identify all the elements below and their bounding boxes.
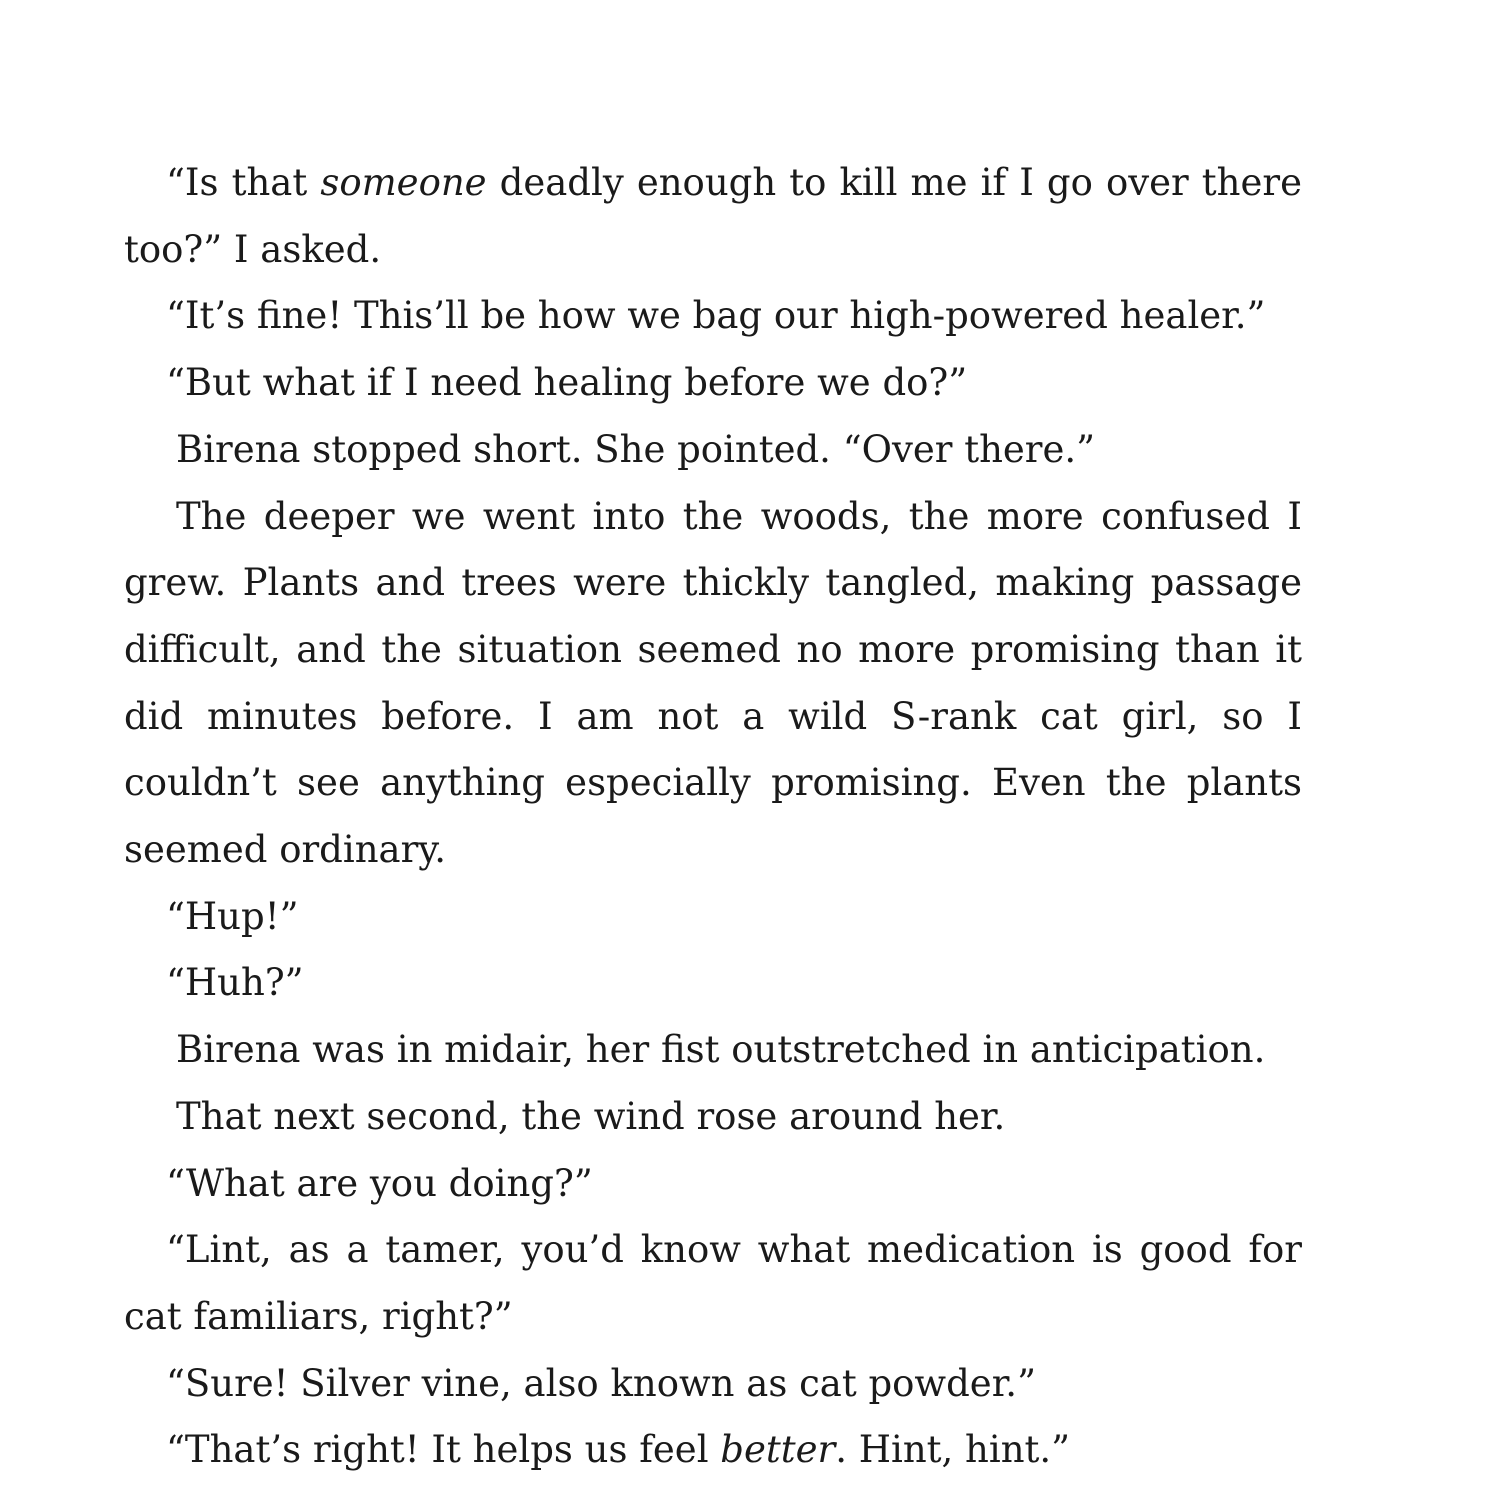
text-segment: “What are you doing?” bbox=[166, 1161, 593, 1205]
text-segment: Birena stopped short. She pointed. “Over there.” bbox=[176, 427, 1096, 471]
paragraph bbox=[124, 1351, 1302, 1418]
paragraph bbox=[124, 1217, 1302, 1350]
text-segment: “Is that bbox=[166, 161, 321, 204]
paragraph bbox=[124, 1017, 1302, 1084]
paragraph bbox=[124, 283, 1302, 350]
text-segment: “That’s right! It helps us feel bbox=[166, 1428, 721, 1472]
paragraph bbox=[124, 350, 1302, 417]
italic-text: better bbox=[720, 1428, 836, 1472]
paragraph bbox=[124, 1084, 1302, 1151]
paragraph bbox=[124, 417, 1302, 484]
text-segment: That next second, the wind rose around her. bbox=[176, 1094, 1006, 1138]
paragraph bbox=[124, 484, 1302, 884]
text-segment: deadly enough to kill me if I go over there too?” I asked. bbox=[124, 161, 1302, 271]
text-segment: “Huh?” bbox=[166, 961, 304, 1005]
text-segment: “It’s fine! This’ll be how we bag our high-powered healer.” bbox=[166, 294, 1266, 338]
text-segment: “Sure! Silver vine, also known as cat powder.” bbox=[166, 1361, 1036, 1405]
book-page bbox=[124, 150, 1302, 1484]
paragraph bbox=[124, 1151, 1302, 1218]
text-segment: “Lint, as a tamer, you’d know what medication is good for cat familiars, right?” bbox=[124, 1228, 1302, 1338]
text-segment: The deeper we went into the woods, the more confused I grew. Plants and trees were thickly tangled, making passage difficult, and the situation seemed no more promising than it did minutes before. I am not a wild S-rank cat girl, so I couldn’t see anything especially promising. Even the plants seemed ordinary. bbox=[124, 494, 1302, 872]
text-segment: . Hint, hint.” bbox=[835, 1428, 1071, 1472]
paragraph bbox=[124, 150, 1302, 283]
italic-text: someone bbox=[320, 161, 487, 204]
page-body-text bbox=[124, 150, 1302, 1484]
text-segment: “But what if I need healing before we do?” bbox=[166, 361, 968, 405]
text-segment: “Hup!” bbox=[166, 894, 299, 938]
text-segment: Birena was in midair, her fist outstretched in anticipation. bbox=[176, 1028, 1266, 1072]
paragraph bbox=[124, 1417, 1302, 1484]
paragraph bbox=[124, 950, 1302, 1017]
paragraph bbox=[124, 884, 1302, 951]
